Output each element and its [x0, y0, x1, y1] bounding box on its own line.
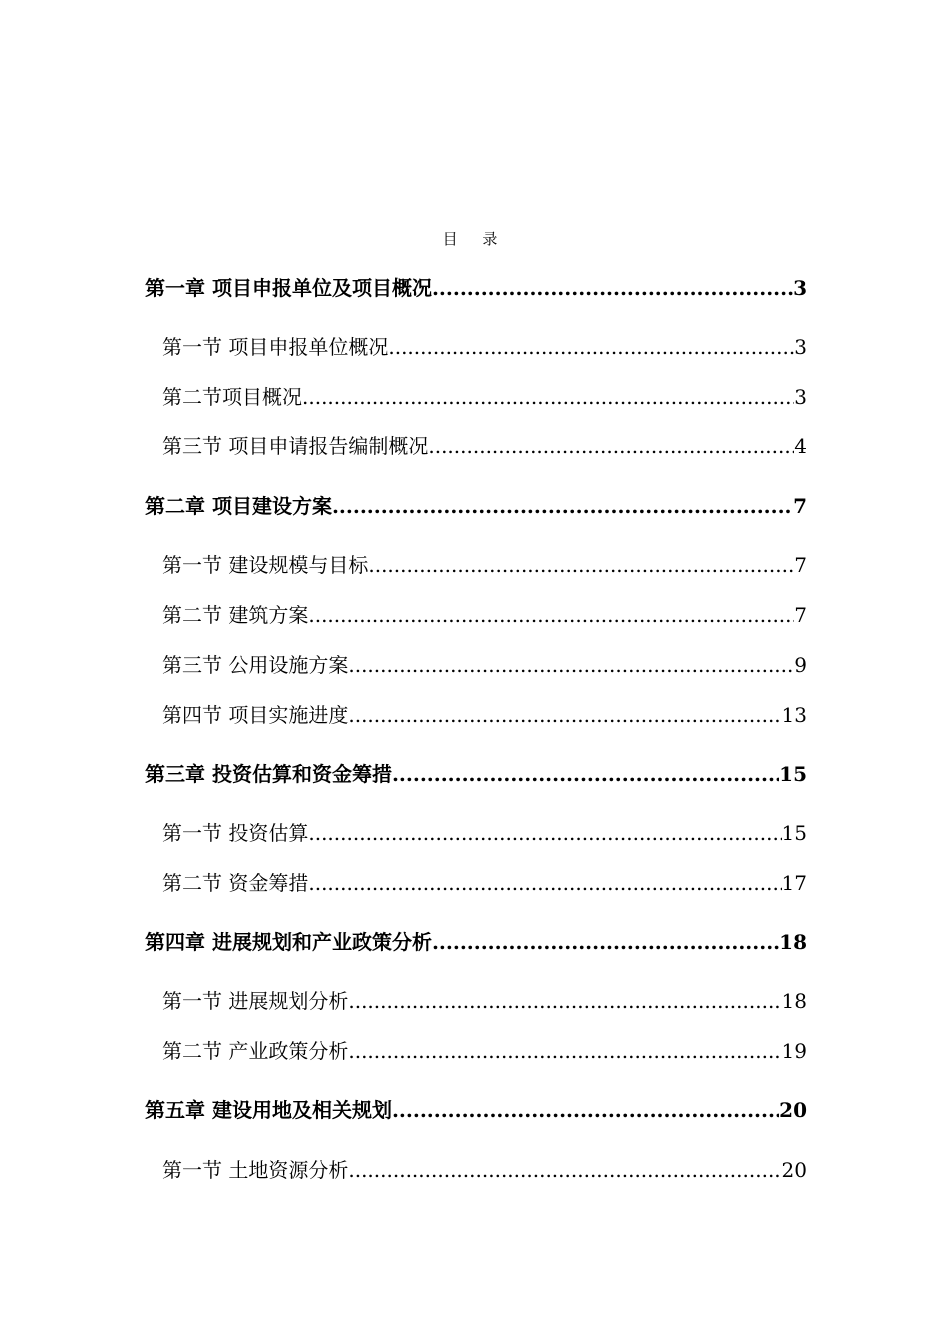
toc-dot-leader [388, 332, 794, 362]
toc-page-number: 7 [794, 603, 807, 627]
toc-dot-leader [308, 868, 781, 898]
toc-entry-chapter-1[interactable] [145, 273, 807, 303]
toc-entry-text: 第一节 土地资源分析 [162, 1158, 349, 1182]
toc-page-number: 7 [793, 494, 807, 518]
toc-entry-section-2-3[interactable] [162, 650, 807, 680]
toc-page-number: 13 [781, 703, 807, 727]
toc-entry-text: 第五章 建设用地及相关规划 [145, 1098, 392, 1122]
toc-page-number: 15 [781, 821, 807, 845]
toc-entry-text: 第一节 进展规划分析 [162, 989, 349, 1013]
toc-entry-section-3-2[interactable] [162, 868, 807, 898]
toc-entry-section-4-1[interactable] [162, 986, 807, 1016]
toc-dot-leader [348, 700, 781, 730]
toc-page-number: 7 [794, 553, 807, 577]
toc-dot-leader [392, 759, 779, 789]
toc-entry-section-1-2[interactable] [162, 382, 807, 412]
toc-entry-text: 第一章 项目申报单位及项目概况 [145, 276, 432, 300]
toc-page-number: 17 [781, 871, 807, 895]
toc-entry-text: 第四节 项目实施进度 [162, 703, 349, 727]
toc-entry-text: 第二章 项目建设方案 [145, 494, 332, 518]
toc-entry-section-5-1[interactable] [162, 1155, 807, 1185]
toc-entry-text: 第一节 投资估算 [162, 821, 309, 845]
toc-page-number: 9 [794, 653, 807, 677]
toc-page-number: 4 [794, 434, 807, 458]
toc-entry-section-2-2[interactable] [162, 600, 807, 630]
toc-dot-leader [392, 1095, 779, 1125]
toc-page-number: 20 [781, 1158, 807, 1182]
toc-page-number: 3 [794, 335, 807, 359]
toc-dot-leader [348, 1036, 781, 1066]
toc-dot-leader [432, 273, 793, 303]
toc-entry-text: 第一节 项目申报单位概况 [162, 335, 389, 359]
toc-entry-section-3-1[interactable] [162, 818, 807, 848]
toc-page-number: 19 [781, 1039, 807, 1063]
toc-dot-leader [308, 600, 794, 630]
toc-entry-chapter-3[interactable] [145, 759, 807, 789]
toc-entry-section-1-1[interactable] [162, 332, 807, 362]
toc-entry-text: 第二节 产业政策分析 [162, 1039, 349, 1063]
toc-dot-leader [368, 550, 794, 580]
toc-page-number: 18 [781, 989, 807, 1013]
toc-dot-leader [332, 491, 793, 521]
toc-page-number: 18 [779, 930, 807, 954]
toc-entry-text: 第二节 建筑方案 [162, 603, 309, 627]
toc-dot-leader [348, 986, 781, 1016]
toc-page-number: 3 [793, 276, 807, 300]
toc-dot-leader [348, 1155, 781, 1185]
toc-dot-leader [348, 650, 794, 680]
toc-entry-chapter-5[interactable] [145, 1095, 807, 1125]
toc-entry-text: 第三章 投资估算和资金筹措 [145, 762, 392, 786]
toc-dot-leader [428, 431, 794, 461]
toc-entry-text: 第一节 建设规模与目标 [162, 553, 369, 577]
toc-page-number: 20 [779, 1098, 807, 1122]
toc-entry-text: 第二节 资金筹措 [162, 871, 309, 895]
toc-entry-text: 第四章 进展规划和产业政策分析 [145, 930, 432, 954]
toc-entry-chapter-2[interactable] [145, 491, 807, 521]
toc-dot-leader [308, 818, 781, 848]
toc-dot-leader [302, 382, 794, 412]
toc-entry-section-2-1[interactable] [162, 550, 807, 580]
toc-entry-section-4-2[interactable] [162, 1036, 807, 1066]
toc-entry-text: 第三节 公用设施方案 [162, 653, 349, 677]
toc-entry-section-2-4[interactable] [162, 700, 807, 730]
toc-entry-text: 第三节 项目申请报告编制概况 [162, 434, 429, 458]
toc-entry-chapter-4[interactable] [145, 927, 807, 957]
toc-page-number: 15 [779, 762, 807, 786]
toc-title: 目 录 [442, 230, 508, 248]
toc-entry-text: 第二节项目概况 [162, 385, 302, 409]
toc-page-number: 3 [794, 385, 807, 409]
toc-entry-section-1-3[interactable] [162, 431, 807, 461]
toc-dot-leader [432, 927, 779, 957]
